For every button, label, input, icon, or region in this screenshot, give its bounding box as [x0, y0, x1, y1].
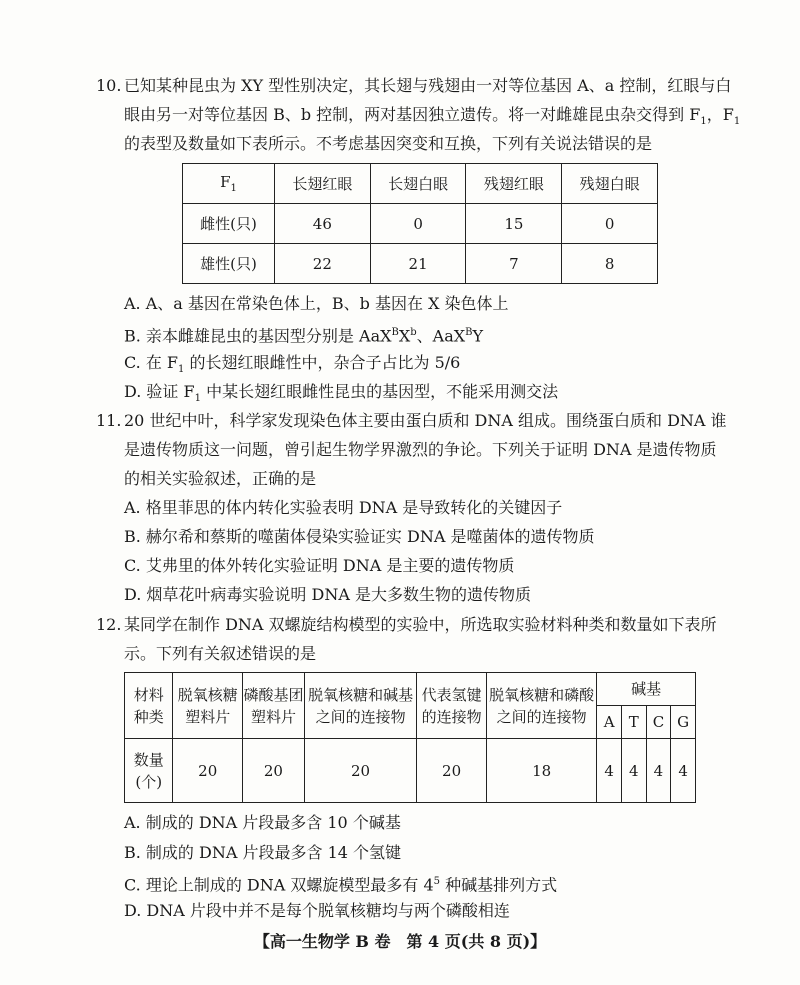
q10-stem-line1: 已知某种昆虫为 XY 型性别决定，其长翅与残翅由一对等位基因 A、a 控制，红眼与白 [124, 76, 732, 95]
q12-option-c: C. 理论上制成的 DNA 双螺旋模型最多有 $4^5$ 种碱基排列方式 [124, 875, 558, 895]
q10-stem-line2: 眼由另一对等位基因 B、b 控制，两对基因独立遗传。将一对雌雄昆虫杂交得到 $F_1$，$F_1$ [124, 105, 741, 128]
q12-qty-cell: 4 [622, 739, 647, 803]
q10-cell: 0 [370, 204, 466, 244]
q10-row-label: 雌性(只) [183, 204, 275, 244]
q10-cell: 22 [274, 244, 370, 284]
q12-qty-cell: 20 [417, 739, 487, 803]
q12-base-c: C [646, 706, 671, 739]
q12-header-hbond-link: 代表氢键 的连接物 [417, 673, 487, 739]
q12-qty-cell: 4 [646, 739, 671, 803]
table-row [183, 244, 658, 284]
q12-qty-cell: 20 [304, 739, 416, 803]
q12-number: 12. [96, 615, 122, 634]
q10-cell: 46 [274, 204, 370, 244]
q12-header-sugar-base-link: 脱氧核糖和碱基 之间的连接物 [304, 673, 416, 739]
q12-qty-cell: 4 [597, 739, 622, 803]
q10-cell: 8 [562, 244, 658, 284]
q10-cell: 7 [466, 244, 562, 284]
q10-cell: 21 [370, 244, 466, 284]
q12-qty-label: 数量 (个) [125, 739, 173, 803]
q10-cell: 15 [466, 204, 562, 244]
q12-qty-cell: 20 [243, 739, 305, 803]
q12-base-t: T [622, 706, 647, 739]
q11-stem-line2: 是遗传物质这一问题，曾引起生物学界激烈的争论。下列关于证明 DNA 是遗传物质 [124, 440, 717, 459]
q12-header-deoxyribose: 脱氧核糖 塑料片 [173, 673, 243, 739]
q10-table-header: 长翅白眼 [370, 164, 466, 204]
q10-table-header: 长翅红眼 [274, 164, 370, 204]
table-row [183, 204, 658, 244]
q12-table [124, 672, 696, 803]
q12-option-a: A. 制成的 DNA 片段最多含 10 个碱基 [124, 813, 401, 832]
q12-qty-cell: 20 [173, 739, 243, 803]
q12-header-material: 材料 种类 [125, 673, 173, 739]
q10-option-d: D. 验证 $F_1$ 中某长翅红眼雌性昆虫的基因型，不能采用测交法 [124, 382, 559, 405]
q12-base-a: A [597, 706, 622, 739]
q11-stem-line3: 的相关实验叙述，正确的是 [124, 469, 317, 488]
q10-table-header: 残翅白眼 [562, 164, 658, 204]
q11-option-d: D. 烟草花叶病毒实验说明 DNA 是大多数生物的遗传物质 [124, 585, 531, 604]
q12-qty-cell: 4 [671, 739, 696, 803]
q12-header-phosphate: 磷酸基团 塑料片 [243, 673, 305, 739]
table-row [125, 739, 696, 803]
q10-number: 10. [96, 76, 122, 95]
q10-row-label: 雄性(只) [183, 244, 275, 284]
page-footer: 【高一生物学 B 卷 第 4 页(共 8 页)】 [253, 932, 547, 951]
q10-table [182, 163, 658, 284]
q11-stem-line1: 20 世纪中叶，科学家发现染色体主要由蛋白质和 DNA 组成。围绕蛋白质和 DNA 谁 [124, 411, 727, 430]
q10-option-a: A. A、a 基因在常染色体上，B、b 基因在 X 染色体上 [124, 294, 509, 313]
q12-stem-line1: 某同学在制作 DNA 双螺旋结构模型的实验中，所选取实验材料种类和数量如下表所 [124, 615, 717, 634]
q11-option-b: B. 赫尔希和蔡斯的噬菌体侵染实验证实 DNA 是噬菌体的遗传物质 [124, 527, 595, 546]
q12-base-g: G [671, 706, 696, 739]
q10-stem-line3: 的表型及数量如下表所示。不考虑基因突变和互换，下列有关说法错误的是 [124, 134, 653, 153]
q10-table-header: 残翅红眼 [466, 164, 562, 204]
q10-option-b: B. 亲本雌雄昆虫的基因型分别是 $AaX^BX^b$、AaX$^B$Y [124, 326, 484, 346]
q11-number: 11. [96, 411, 122, 430]
q12-stem-line2: 示。下列有关叙述错误的是 [124, 644, 317, 663]
q10-cell: 0 [562, 204, 658, 244]
q11-option-a: A. 格里菲思的体内转化实验表明 DNA 是导致转化的关键因子 [124, 498, 563, 517]
q12-option-b: B. 制成的 DNA 片段最多含 14 个氢键 [124, 843, 402, 862]
q12-header-bases: 碱基 [597, 673, 696, 706]
q12-qty-cell: 18 [486, 739, 596, 803]
q11-option-c: C. 艾弗里的体外转化实验证明 DNA 是主要的遗传物质 [124, 556, 515, 575]
q12-header-sugar-phosphate-link: 脱氧核糖和磷酸 之间的连接物 [486, 673, 596, 739]
q10-table-header-f1: $F_1$ [183, 164, 275, 204]
q10-option-c: C. 在 $F_1$ 的长翅红眼雌性中，杂合子占比为 5/6 [124, 353, 461, 376]
q12-option-d: D. DNA 片段中并不是每个脱氧核糖均与两个磷酸相连 [124, 901, 510, 920]
